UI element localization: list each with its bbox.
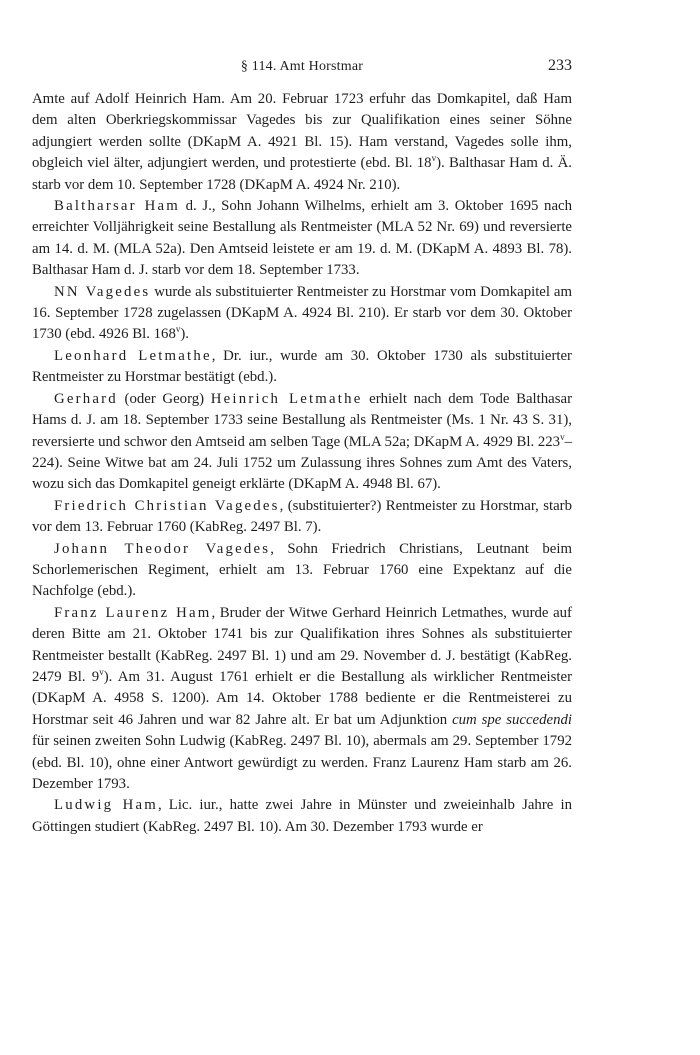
person-name: Baltharsar Ham	[54, 198, 181, 215]
paragraph	[32, 282, 572, 346]
text-run: wurde als substituierter Rentmeister zu Horstmar vom Domkapitel am 16. September 1728 zugelassen (DKapM A. 4924 Bl. 210). Er starb vor dem 30. Oktober 1730 (ebd. 4926 Bl. 168	[32, 283, 572, 343]
paragraph	[32, 603, 572, 796]
superscript-verso: v	[99, 667, 104, 678]
text-run: Amte auf Adolf Heinrich Ham. Am 20. Februar 1723 erfuhr das Domkapitel, daß Ham dem alten Oberkriegskommissar Vagedes bis zur Qualifikation eines seiner Söhne adjungiert werden sollte (DKapM A. 4921 Bl. 15). Ham verstand, Vagedes solle ihm, obgleich viel älter, adjungiert werden, und protestierte (ebd. Bl. 18	[32, 91, 572, 172]
paragraph	[32, 539, 572, 603]
paragraph	[32, 496, 572, 539]
paragraph	[32, 389, 572, 496]
text-run: ). Balthasar Ham d. Ä. starb vor dem 10. September 1728 (DKapM A. 4924 Nr. 210).	[32, 155, 572, 193]
text-run: , (substituierter?) Rentmeister zu Horstmar, starb vor dem 13. Februar 1760 (KabReg. 2497 Bl. 7).	[32, 497, 572, 536]
person-name: Leonhard Letmathe	[54, 347, 212, 364]
page-number: 233	[548, 57, 572, 74]
text-run: d. J., Sohn Johann Wilhelms, erhielt am 3. Oktober 1695 nach erreichter Volljährigkeit seine Bestallung als Rentmeister (MLA 52 Nr. 69) und reversierte am 14. d. M. (MLA 52a). Den Amtseid leistete er am 19. d. M. (DKapM A. 4893 Bl. 78). Balthasar Ham d. J. starb vor dem 18. September 1733.	[32, 198, 572, 279]
person-name: Gerhard	[54, 390, 118, 407]
person-name: Friedrich Christian Vagedes	[54, 497, 280, 514]
text-run: , Dr. iur., wurde am 30. Oktober 1730 als substituierter Rentmeister zu Horstmar bestätigt (ebd.).	[32, 347, 572, 386]
person-name: Heinrich Letmathe	[210, 390, 363, 407]
running-head-title: § 114. Amt Horstmar	[240, 59, 364, 74]
text-run: , Bruder der Witwe Gerhard Heinrich Letmathes, wurde auf deren Bitte am 21. Oktober 1741 bis zur Qualifikation ihres Sohnes als substituierter Rentmeister bestallt (KabReg. 2497 Bl. 1) und am 29. November d. J. bestätigt (KabReg. 2479 Bl. 9	[32, 604, 572, 685]
paragraph	[32, 89, 572, 196]
text-run: (oder Georg)	[117, 390, 211, 407]
text-run: ).	[180, 326, 189, 343]
person-name: Franz Laurenz Ham	[54, 604, 212, 621]
superscript-verso: v	[431, 153, 437, 164]
latin-phrase: cum spe succedendi	[452, 711, 572, 728]
text-run: , Sohn Friedrich Christians, Leutnant beim Schorlemerischen Regiment, erhielt am 13. Februar 1760 eine Expektanz auf die Nachfolge (ebd.).	[32, 540, 572, 600]
running-header	[32, 59, 572, 81]
superscript-verso: v	[560, 431, 565, 442]
paragraph	[32, 795, 572, 838]
superscript-verso: v	[175, 324, 181, 335]
text-run: ). Am 31. August 1761 erhielt er die Bestallung als wirklicher Rentmeister (DKapM A. 4958 S. 1200). Am 14. Oktober 1788 bediente er die Rentmeisterei zu Horstmar seit 46 Jahren und war 82 Jahre alt. Er bat um Adjunktion	[32, 668, 572, 728]
person-name: Johann Theodor Vagedes	[54, 540, 271, 557]
text-run: erhielt nach dem Tode Balthasar Hams d. J. am 18. September 1733 seine Bestallung als Rentmeister (Ms. 1 Nr. 43 S. 31), reversierte und schwor den Amtseid am selben Tage (MLA 52a; DKapM A. 4929 Bl. 223	[32, 390, 572, 450]
person-name: NN Vagedes	[54, 283, 151, 300]
text-run: , Lic. iur., hatte zwei Jahre in Münster und zweieinhalb Jahre in Göttingen studiert (KabReg. 2497 Bl. 10). Am 30. Dezember 1793 wurde er	[32, 797, 572, 835]
text-run: für seinen zweiten Sohn Ludwig (KabReg. 2497 Bl. 10), abermals am 29. September 1792 (ebd. Bl. 10), ohne einer Antwort gewürdigt zu werden. Franz Laurenz Ham starb am 26. Dezember 1793.	[32, 733, 572, 792]
page-body	[32, 89, 572, 838]
person-name: Ludwig Ham	[54, 797, 158, 814]
text-run: –224). Seine Witwe bat am 24. Juli 1752 um Zulassung ihres Sohnes zum Amt des Vaters, wozu sich das Domkapitel geneigt erklärte (DKapM A. 4948 Bl. 67).	[32, 433, 572, 493]
paragraph	[32, 346, 572, 389]
paragraph	[32, 196, 572, 282]
